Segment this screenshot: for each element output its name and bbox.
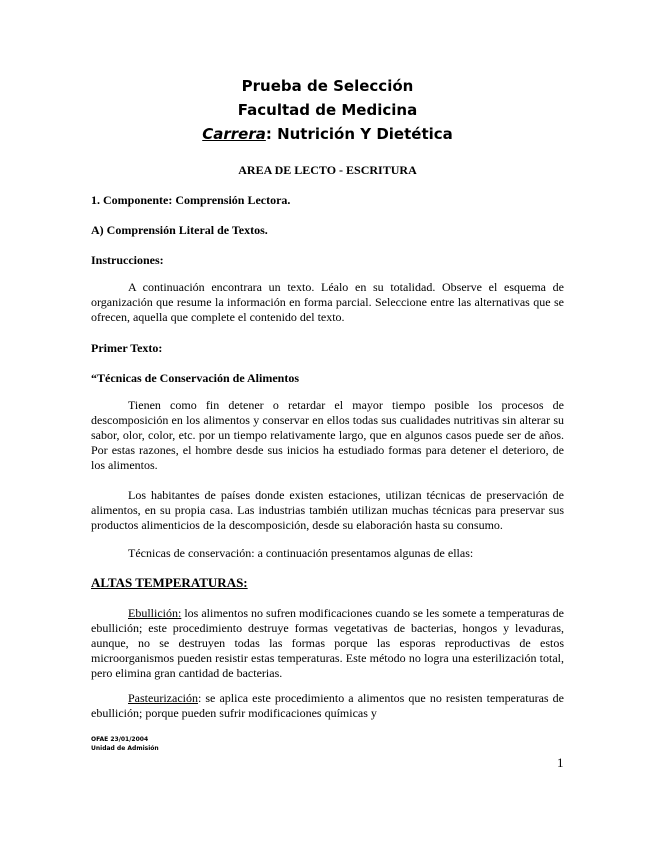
paragraph-2: Los habitantes de países donde existen estaciones, utilizan técnicas de preservación de alimentos, en su propia casa. Las industrias también utilizan muchas técnicas para preservar sus productos alimenticios de la descomposición, desde su elaboración hasta su consumo. <box>91 488 564 532</box>
paragraph-1: Tienen como fin detener o retardar el mayor tiempo posible los procesos de descomposición en los alimentos y conservar en ellos todas sus cualidades nutritivas sin alterar su sabor, olor, color, etc. por un tiempo relativamente largo, que en algunos casos puede ser de años. Por estas razones, el hombre desde sus inicios ha estudiado formas para detener el deterioro, de los alimentos. <box>91 398 564 472</box>
high-temps-heading: ALTAS TEMPERATURAS: <box>91 575 248 590</box>
pasteurizacion-paragraph <box>91 691 564 721</box>
instructions-paragraph: A continuación encontrara un texto. Léalo en su totalidad. Observe el esquema de organización que resume la información en forma parcial. Seleccione entre las alternativas que se ofrecen, aquella que complete el contenido del texto. <box>91 280 564 324</box>
instructions-heading: Instrucciones: <box>91 253 164 267</box>
ebullicion-paragraph <box>91 606 564 681</box>
component-heading: 1. Componente: Comprensión Lectora. <box>91 193 291 207</box>
header-line-2: Facultad de Medicina <box>237 101 418 119</box>
pasteurizacion-label: Pasteurización <box>128 691 198 705</box>
area-title: AREA DE LECTO - ESCRITURA <box>238 163 417 177</box>
paragraph-3: Técnicas de conservación: a continuación presentamos algunas de ellas: <box>128 546 474 560</box>
career-label: Carrera <box>202 125 266 143</box>
footer-line-1: OFAE 23/01/2004 <box>91 736 149 743</box>
section-a-heading: A) Comprensión Literal de Textos. <box>91 223 268 237</box>
career-value: : Nutrición Y Dietética <box>265 125 453 143</box>
text-title: “Técnicas de Conservación de Alimentos <box>91 371 299 385</box>
pasteurizacion-text: : se aplica este procedimiento a alimentos que no resisten temperaturas de ebullición; porque pueden sufrir modificaciones químicas y <box>91 691 564 720</box>
page-number: 1 <box>557 755 564 770</box>
ebullicion-text: los alimentos no sufren modificaciones cuando se les somete a temperaturas de ebullición; este procedimiento destruye formas vegetativas de bacterias, hongos y levaduras, aunque, no se destruyen todas las formas porque las esporas reproductivas de estos microorganismos pueden resistir estas temperaturas. Este método no logra una esterilización total, pero elimina gran cantidad de bacterias. <box>91 606 564 680</box>
header-line-3 <box>0 127 655 142</box>
header-line-1: Prueba de Selección <box>241 77 414 95</box>
footer-line-2: Unidad de Admisión <box>91 745 159 752</box>
first-text-heading: Primer Texto: <box>91 341 163 355</box>
ebullicion-label: Ebullición: <box>128 606 182 620</box>
